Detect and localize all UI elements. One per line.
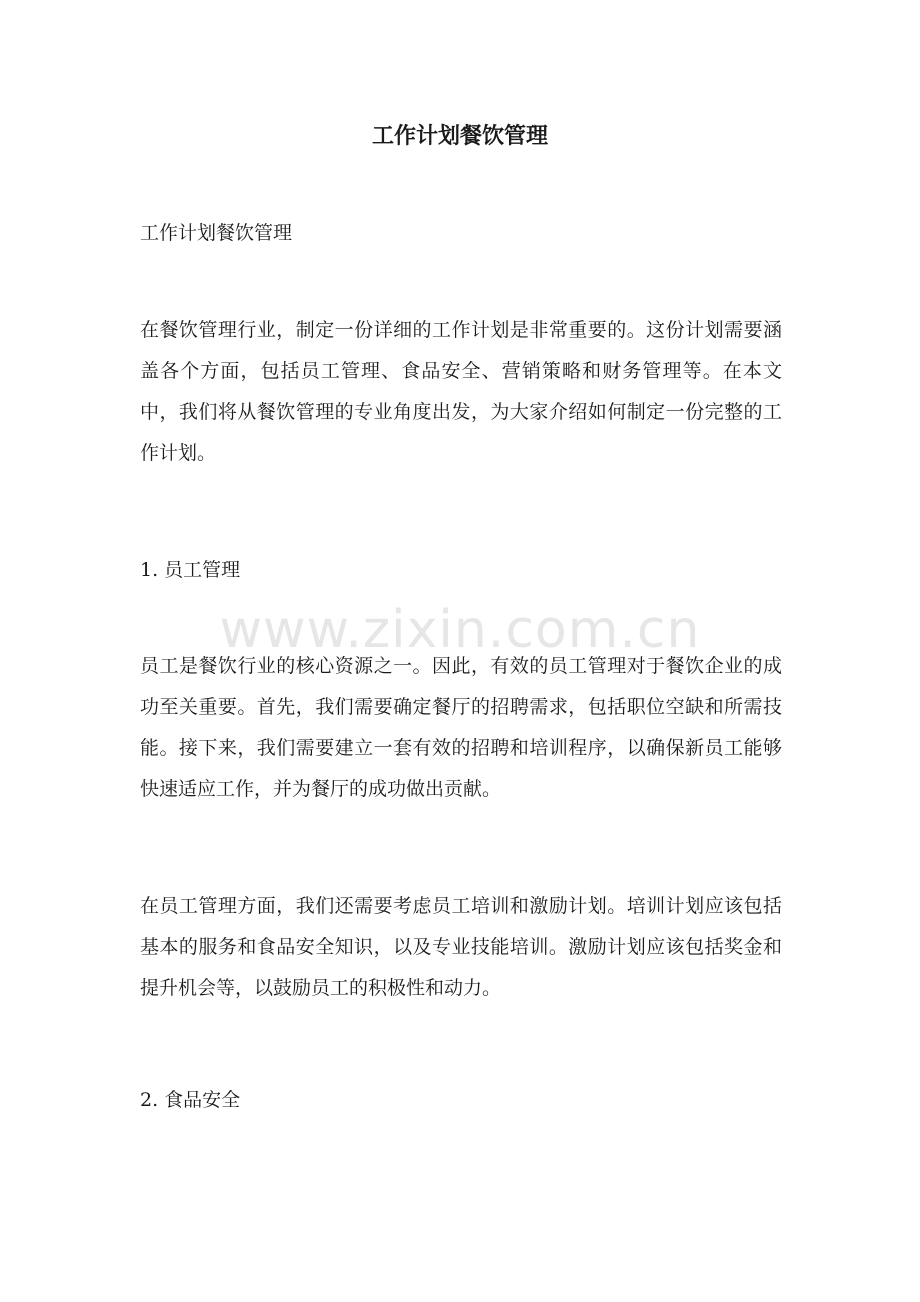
site-watermark: www.zixin.com.cn <box>219 600 701 660</box>
section-heading-food-safety: 2. 食品安全 <box>140 1089 241 1111</box>
staff-management-paragraph-1: 员工是餐饮行业的核心资源之一。因此，有效的员工管理对于餐饮企业的成功至关重要。首先，我们需要确定餐厅的招聘需求，包括职位空缺和所需技能。接下来，我们需要建立一套有效的招聘和培训程序，以确保新员工能够快速适应工作，并为餐厅的成功做出贡献。 <box>140 655 782 800</box>
document-subtitle: 工作计划餐饮管理 <box>140 222 293 244</box>
section-heading-staff-management: 1. 员工管理 <box>140 559 241 581</box>
staff-management-paragraph-2: 在员工管理方面，我们还需要考虑员工培训和激励计划。培训计划应该包括基本的服务和食品安全知识，以及专业技能培训。激励计划应该包括奖金和提升机会等，以鼓励员工的积极性和动力。 <box>140 895 782 999</box>
document-title: 工作计划餐饮管理 <box>371 123 548 149</box>
intro-paragraph: 在餐饮管理行业，制定一份详细的工作计划是非常重要的。这份计划需要涵盖各个方面，包括员工管理、食品安全、营销策略和财务管理等。在本文中，我们将从餐饮管理的专业角度出发，为大家介绍如何制定一份完整的工作计划。 <box>140 319 782 464</box>
